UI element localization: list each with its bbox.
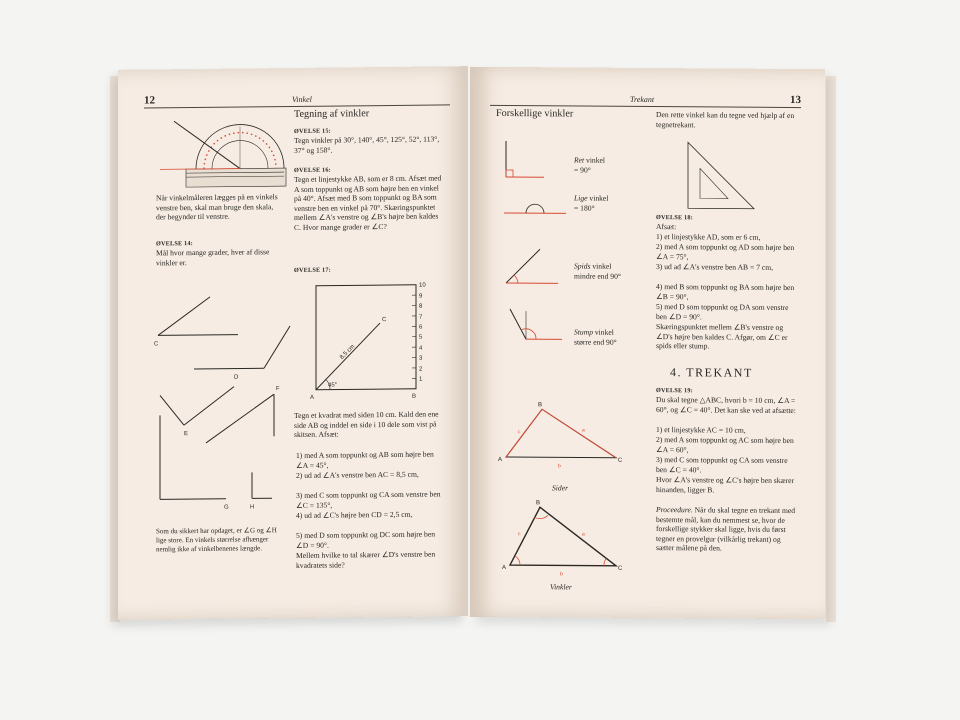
angle-ret-name: Ret — [574, 155, 585, 165]
label-h: H — [250, 504, 255, 511]
exercise-15-text: Tegn vinkler på 30°, 140°, 45°, 125°, 52°, 113°, 37° og 158°. — [294, 134, 440, 155]
label-e: E — [184, 431, 189, 438]
right-running-title: Trekant — [630, 94, 655, 105]
triangle-sider-figure — [498, 397, 630, 478]
angle-types-figure — [500, 137, 570, 367]
sider-side-c: c — [518, 429, 521, 436]
ex18-step-5: 5) med D som toppunkt og DA som venstre ben ∠D = 90°. — [656, 302, 789, 321]
sider-side-a: a — [582, 427, 585, 434]
exercise-17-label: ØVELSE 17: — [294, 266, 331, 274]
section-title-forskellige: Forskellige vinkler — [496, 107, 574, 120]
angle-spids-name: Spids — [574, 261, 591, 271]
bottom-caption: Som du sikkert har opdaget, er ∠G og ∠H lige store. En vinkels størrelse afhænger nemlig ikke af vinkelbenenes længde. — [156, 526, 277, 554]
angle-stump-value: større end 90° — [574, 337, 617, 347]
angle-lige-value: = 180° — [574, 203, 595, 213]
ex18-step-2: 2) med A som toppunkt og AD som højre ben ∠A = 75°, — [656, 242, 795, 261]
angles-figure — [154, 286, 294, 527]
ex17-step-3: 3) med C som toppunkt og CA som venstre ben ∠C = 135°, — [296, 489, 441, 510]
left-running-title: Vinkel — [292, 94, 312, 105]
vinkler-label-a: A — [502, 564, 507, 572]
ex19-step-1: 1) et linjestykke AC = 10 cm, — [656, 425, 746, 435]
protractor-intro: Når vinkelmåleren lægges på en vinkels venstre ben, skal man bruge den skala, der begynder til venstre. — [156, 192, 278, 222]
angle-lige-name: Lige — [574, 193, 588, 203]
protractor-figure — [156, 112, 291, 191]
label-f: F — [276, 386, 280, 393]
exercise-16-label: ØVELSE 16: — [294, 166, 331, 174]
exercise-17-text: Tegn et kvadrat med siden 10 cm. Kald den ene side AB og inddel en side i 10 dele som vist på skitsen. Afsæt: — [294, 409, 439, 440]
sider-label-c: C — [618, 457, 623, 464]
scale-3: 3 — [419, 355, 423, 362]
ex17-step-2: 2) ud ad ∠A's venstre ben AC = 8,5 cm, — [296, 469, 419, 480]
scale-10: 10 — [419, 282, 426, 289]
triangle-vinkler-figure — [498, 495, 630, 580]
square-label-b: B — [412, 393, 417, 400]
scale-7: 7 — [419, 314, 423, 321]
angle-ret — [574, 155, 634, 175]
square-label-c: C — [382, 317, 387, 324]
angle-stump-name: Stump — [574, 327, 593, 337]
left-page-number: 12 — [144, 94, 155, 107]
ex18-step-3: 3) ud ad ∠A's venstre ben AB = 7 cm, — [656, 262, 774, 272]
angle-lige-rest: vinkel — [587, 193, 609, 203]
angle-spids-rest: vinkel — [590, 261, 612, 271]
procedure-paragraph — [656, 505, 798, 554]
exercise-19-label: ØVELSE 19: — [656, 387, 693, 395]
exercise-14-text: Mål hvor mange grader, hver af disse vinkler er. — [156, 247, 270, 268]
scale-1: 1 — [419, 376, 423, 383]
angle-spids — [574, 261, 644, 281]
scale-4: 4 — [419, 345, 423, 352]
ex17-step-5: 5) med D som toppunkt og DC som højre ben ∠D = 90°. — [296, 529, 435, 550]
sider-caption: Sider — [552, 483, 569, 493]
ex17-step-1: 1) med A som toppunkt og AB som højre ben ∠A = 45°, — [296, 449, 434, 470]
right-page-edges — [826, 76, 836, 622]
exercise-16-text: Tegn et linjestykke AB, som er 8 cm. Afsæt med A som toppunkt og AB som højre ben en vinkel på 40°. Afsæt med B som toppunkt og BA som venstre ben en vinkel på 70°. Skæringspunktet mellem ∠A's venstre og ∠B's højre ben kaldes C. Hvor mange grader er ∠C? — [294, 173, 442, 232]
angle-spids-value: mindre end 90° — [574, 271, 621, 281]
section-title-tegning: Tegning af vinkler — [294, 108, 370, 120]
sider-label-a: A — [498, 456, 503, 463]
scale-5: 5 — [419, 334, 423, 341]
left-running-head — [144, 90, 450, 108]
square-angle-label: 45° — [328, 382, 338, 389]
square-length-label: 8,5 cm — [339, 343, 357, 361]
exercise-19-tail: Hvor ∠A's venstre og ∠C's højre ben skærer hinanden, ligger B. — [656, 475, 795, 495]
angle-ret-value: = 90° — [574, 165, 591, 175]
exercise-18-text: Afsæt: — [656, 222, 677, 232]
right-angle-intro: Den rette vinkel kan du tegne ved hjælp af en tegnetrekant. — [656, 110, 795, 129]
ex17-question: Mellem hvilke to tal skærer ∠D's venstre ben kvadratets side? — [296, 549, 436, 570]
right-page-number: 13 — [790, 93, 801, 107]
procedure-word: Proceedure. — [656, 505, 693, 515]
ex18-step-4: 4) med B som toppunkt og BA som højre ben ∠B = 90°, — [656, 282, 795, 301]
label-c: C — [154, 341, 159, 348]
procedure-text: Når du skal tegne en trekant med bestemte mål, kan du nemmest se, hvor de forskellige stykker skal ligge, hvis du først tegner en provelgur (vilkårlig trekant) og sætter målene på den. — [656, 505, 796, 553]
vinkler-side-b: b — [560, 571, 563, 578]
ex19-step-3: 3) med C som toppunkt og CA som venstre ben ∠C = 40°. — [656, 455, 788, 474]
scale-8: 8 — [419, 303, 423, 310]
scale-6: 6 — [419, 324, 423, 331]
chapter-title-trekant: 4. TREKANT — [670, 365, 753, 380]
sider-label-b: B — [538, 402, 543, 409]
label-g: G — [224, 504, 229, 511]
square-figure — [308, 276, 438, 401]
vinkler-side-a: a — [582, 531, 585, 538]
right-page — [470, 67, 825, 619]
square-label-a: A — [310, 394, 315, 401]
exercise-15-label: ØVELSE 15: — [294, 127, 331, 135]
vinkler-caption: Vinkler — [550, 582, 572, 592]
angle-stump-rest: vinkel — [592, 327, 614, 337]
right-running-head — [490, 91, 801, 108]
left-page — [118, 66, 468, 620]
exercise-18-label: ØVELSE 18: — [656, 214, 693, 222]
scale-9: 9 — [419, 293, 423, 300]
sider-side-b: b — [558, 463, 561, 470]
ex19-step-2: 2) med A som toppunkt og AC som højre ben ∠A = 60°, — [656, 435, 794, 454]
ex18-step-1: 1) et linjestykke AD, som er 6 cm, — [656, 232, 761, 242]
exercise-14-label: ØVELSE 14: — [156, 240, 193, 248]
scale-2: 2 — [419, 366, 423, 373]
open-booklet — [98, 68, 838, 618]
vinkler-label-b: B — [536, 500, 541, 507]
exercise-19-text: Du skal tegne △ABC, hvori b = 10 cm, ∠A = 60°, og ∠C = 40°. Det kan ske ved at afsætte: — [656, 395, 796, 415]
angle-lige — [574, 193, 634, 213]
vinkler-label-c: C — [618, 565, 623, 572]
angle-ret-rest: vinkel — [584, 155, 606, 165]
exercise-18-tail: Skæringspunktet mellem ∠B's venstre og ∠D's højre ben kaldes C. Afgør, om ∠C er spids eller stump. — [656, 322, 788, 351]
angle-stump — [574, 327, 644, 347]
vinkler-side-c: c — [518, 531, 521, 538]
set-square-figure — [682, 138, 762, 215]
ex17-step-4: 4) ud ad ∠C's højre ben CD = 2,5 cm, — [296, 509, 413, 520]
label-d: D — [234, 374, 239, 381]
